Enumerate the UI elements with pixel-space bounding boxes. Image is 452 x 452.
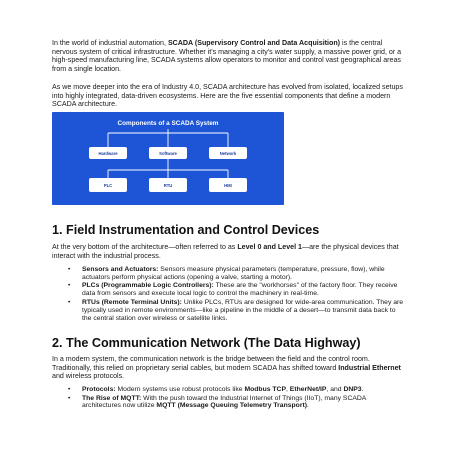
node-plc [89,178,127,192]
intro-paragraph-2: As we move deeper into the era of Industry 4.0, SCADA architecture has evolved from isolated, localized setups into highly integrated, data-driven ecosystems. Here are the five essential components that define a modern SCADA architecture. [52,83,403,109]
node-software [149,147,187,159]
section-2-intro [52,355,404,381]
list-item-term: Sensors and Actuators: [82,266,159,273]
node-software-label: Software [159,151,177,156]
scada-diagram [52,112,284,205]
scada-term: SCADA (Supervisory Control and Data Acquisition) [167,39,341,47]
list-item-text: Modern systems use robust protocols like [115,386,245,393]
list-item-text: With the push toward the Industrial Internet of Things (IIoT), many SCADA architectures now utilize [82,394,366,410]
node-hardware [89,147,127,159]
section-2-list [52,386,404,411]
intro-paragraph-1 [52,39,404,73]
section-2-intro-text: In a modern system, the communication network is the bridge between the field and the control room. Traditionally, this relied on proprietary serial cables, but modern SCADA has shifted toward [52,355,370,372]
separator: , and [326,386,344,393]
scada-components-figure [52,112,284,205]
protocol-ethernet-ip: EtherNet/IP [289,386,327,393]
section-1-heading: 1. Field Instrumentation and Control Devices [52,223,320,237]
list-item [52,266,404,282]
node-plc-label: PLC [103,183,113,188]
list-item-term: Protocols: [82,386,116,393]
node-hmi [209,178,247,192]
node-hmi-label: HMI [224,183,232,188]
bullet: • [68,298,71,306]
protocol-modbus: Modbus TCP [244,386,286,393]
node-rtu-label: RTU [163,183,173,188]
bullet: • [68,394,71,402]
list-item-text: Unlike PLCs, RTUs are designed for wide-area communication. They are typically used in remote environments—like a pipeline in the middle of a desert—to transmit data back to the central station over wireless or satellite links. [82,298,404,322]
node-network-label: Network [219,151,237,156]
bullet: • [68,386,71,393]
list-item [52,282,404,298]
list-item-term: RTUs (Remote Terminal Units): [82,298,182,306]
section-2-intro-text-cont: and wireless protocols. [52,372,125,381]
section-2-heading: 2. The Communication Network (The Data Highway) [52,336,361,350]
intro-text-cont: is the central nervous system of critical infrastructure. Whether it's managing a city's water supply, a massive power grid, or a high-speed manufacturing line, SCADA systems allow operators to monitor and control vast geographical areas from a single location. [52,39,402,73]
protocol-mqtt: MQTT (Message Queuing Telemetry Transport) [156,402,307,410]
section-1-intro-text-cont: —are the physical devices that interact with the industrial process. [52,243,399,260]
section-1-intro [52,243,404,260]
list-item-text: These are the "workhorses" of the factory floor. They receive data from sensors and execute local logic to control the machinery in real-time. [82,282,398,298]
level-term: Level 0 and Level 1 [237,243,302,251]
node-hardware-label: Hardware [98,151,118,156]
protocol-dnp3: DNP3 [343,386,362,393]
ethernet-term: Industrial Ethernet [338,363,401,372]
punctuation: . [361,386,364,393]
bullet: • [68,266,71,273]
intro-text: In the world of industrial automation, [52,39,168,47]
node-rtu [149,178,187,192]
bullet: • [68,282,71,290]
section-1-list [52,266,404,323]
punctuation: . [307,402,309,410]
list-item-term: The Rise of MQTT: [82,394,142,402]
list-item [52,395,404,411]
list-item-text: Sensors measure physical parameters (temperature, pressure, flow), while actuators perform physical actions (opening a valve, starting a motor). [82,266,385,281]
node-network [209,147,247,159]
list-item [52,386,404,394]
section-1-intro-text: At the very bottom of the architecture—often referred to as [52,243,238,251]
list-item-term: PLCs (Programmable Logic Controllers): [82,282,214,290]
list-item [52,299,404,323]
separator: , [286,386,290,393]
figure-title: Components of a SCADA System [117,120,219,127]
